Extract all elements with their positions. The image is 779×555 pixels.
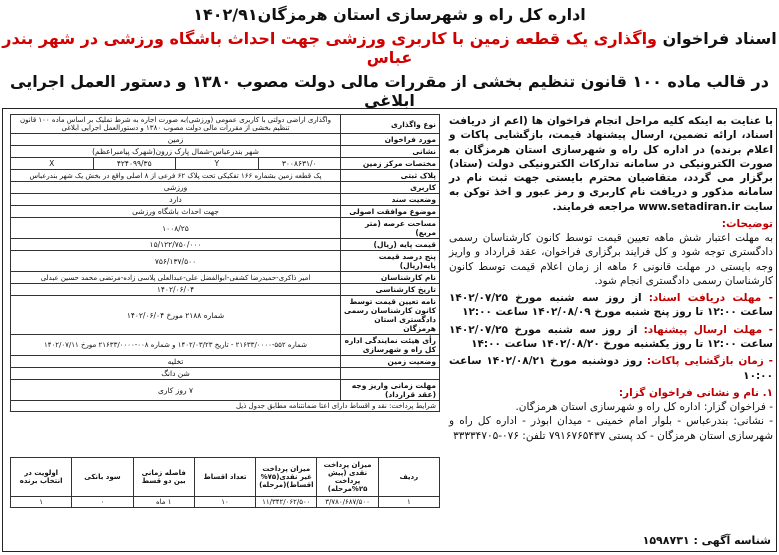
row-value: جهت احداث باشگاه ورزشی [11, 206, 341, 218]
payment-table-header [11, 458, 440, 497]
payment-header-cell: تعداد اقساط [194, 458, 255, 497]
payment-value-cell: ۱۰ [194, 497, 255, 508]
row-value: شماره ۲۱۸۸ مورخ ۱۴۰۲/۰۶/۰۴ [11, 296, 341, 335]
notes-title: توضیحات: [721, 217, 773, 230]
row-key: قیمت پایه (ریال) [341, 239, 440, 251]
header-line-2-subject: واگذاری یک قطعه زمین با کاربری ورزشی جهت احداث باشگاه ورزشی در شهر بندر عباس [2, 29, 657, 67]
coord-y-value: ۴۲۴۰۹۹/۳۵ [93, 158, 176, 170]
row-value: شرایط پرداخت: نقد و اقساط دارای اعتا ضمانتنامه مطابق جدول ذیل [11, 401, 440, 412]
notice-header [0, 0, 779, 110]
coord-x-value: ۳۰۰۸۶۳۱/۰ [258, 158, 341, 170]
payment-header-cell: اولویت در انتخاب برنده [11, 458, 72, 497]
table-row [11, 335, 440, 356]
row-key: پلاک ثبتی [341, 170, 440, 182]
row-key: مساحت عرصه (متر مربع) [341, 218, 440, 239]
row-value: ۷ روز کاری [11, 380, 341, 401]
table-row [11, 368, 440, 380]
organizer [449, 386, 773, 443]
row-value: زمین [11, 134, 341, 146]
header-line-1: اداره کل راه و شهرسازی استان هرمزگان۱۴۰۲/۹۱ [193, 5, 586, 24]
intro-paragraph [449, 114, 773, 214]
table-row [11, 251, 440, 272]
row-value: پک قطعه زمین بشماره ۱۶۶ تفکیکی تحت پلاک ۶۲ فرعی از ۸ اصلی واقع در بخش یک شهر بندرعباس [11, 170, 341, 182]
organizer-text: - فراخوان گزار: اداره کل راه و شهرسازی استان هرمزگان. [515, 401, 773, 414]
row-key-empty [341, 368, 440, 380]
row-value: دارد [11, 194, 341, 206]
payment-value-cell: ۱ [11, 497, 72, 508]
details-table [10, 114, 440, 412]
table-row [11, 206, 440, 218]
coord-y-label: Y [176, 158, 259, 170]
table-row [11, 194, 440, 206]
table-row [11, 158, 440, 170]
row-key: رأی هیئت نمایندگی اداره کل راه و شهرسازی [341, 335, 440, 356]
row-value-2: شن دانگ [11, 368, 341, 380]
row-key: نامه تعیین قیمت توسط کانون کارشناسان رسمی دادگستری استان هرمزگان [341, 296, 440, 335]
row-key: پنج درصد قیمت پایه(ریال) [341, 251, 440, 272]
table-row [11, 356, 440, 368]
row-value: ۱۴۰۲/۰۶/۰۴ [11, 284, 341, 296]
header-line-3: در قالب ماده ۱۰۰ قانون تنظیم بخشی از مقررات مالی دولت مصوب ۱۳۸۰ و دستور العمل اجرایی ابلاغی [10, 72, 769, 110]
payment-header-cell: فاصله زمانی بین دو قسط [133, 458, 194, 497]
payment-table-row [11, 497, 440, 508]
row-key: مورد فراخوان [341, 134, 440, 146]
table-row [11, 284, 440, 296]
row-key: مختصات مرکز زمین [341, 158, 440, 170]
details-table-body [11, 115, 440, 412]
row-key: نوع واگذاری [341, 115, 440, 134]
row-key: کاربری [341, 182, 440, 194]
row-key: تاریخ کارشناسی [341, 284, 440, 296]
coord-x-label: X [11, 158, 94, 170]
intro-text: با عنایت به اینکه کلیه مراحل انجام فراخوان ها (اعم از دریافت اسناد، ارائه تضمین، ارسال پیشنهاد قیمت، بازگشایی پاکات و اعلام برنده) در اداره کل راه و شهرسازی استان هرمزگان به صورت الکترونیکی در سامانه تدارکات الکترونیکی دولت (ستاد) برگزار می گردد، متقاضیان محترم بایستی جهت ثبت نام در سامانه مذکور و دریافت نام کاربری و رمز عبور و اخذ توکن به سایت [449, 115, 773, 213]
row-key: وضعیت سند [341, 194, 440, 206]
ad-code: شناسه آگهی : ۱۵۹۸۷۳۱ [642, 534, 771, 547]
notice-body [449, 114, 773, 544]
row-value: امیر ذاکری-حمیدرضا کشفی-ابوالفضل علی-عبدالعلی پلاسی زاده-مرتضی محمد حسین عبدلی [11, 272, 341, 284]
table-row [11, 218, 440, 239]
intro-end: مراجعه فرمایند. [552, 200, 635, 213]
row-value: شماره ۵۵۲-۲۱۶۳۳/۰۰۰۰ - تاریخ ۱۴۰۲/۰۳/۲۳ و شماره ۰۰۸-۲۱۶۳۳/۰۰۰۰ مورخ ۱۴۰۲/۰۷/۱۱ [11, 335, 341, 356]
table-row [11, 170, 440, 182]
opening-text: روز دوشنبه مورخ ۱۴۰۲/۰۸/۲۱ ساعت ۱۰:۰۰ [449, 355, 773, 382]
deadline-send [449, 323, 773, 352]
row-value: واگذاری اراضی دولتی با کاربری عمومی (ورزشی)به صورت اجاره به شرط تملیک بر اساس ماده ۱۰۰ قانون تنظیم بخشی از مقررات مالی دولت مصوب ۱۳۸۰ و دستورالعمل اجرایی ابلاغی [11, 115, 341, 134]
table-row [11, 296, 440, 335]
organizer-label: ۱. نام و نشانی فراخوان گزار: [618, 386, 773, 399]
payment-value-cell: ۱ [378, 497, 439, 508]
deadline-receive-label: - مهلت دریافت اسناد: [648, 292, 773, 305]
table-row [11, 401, 440, 412]
notes-text: به مهلت اعتبار شش ماهه تعیین قیمت توسط کانون کارشناسان رسمی دادگستری توجه شود و کل فرایند برگزاری فراخوان، عقد قرارداد و واریز وجه بایستی در مهلت قانونی ۶ ماهه از زمان اعلام قیمت توسط کانون کارشناسان رسمی دادگستری انجام شود. [449, 232, 773, 287]
table-row [11, 115, 440, 134]
payment-value-cell: ۱۱/۳۴۲/۰۶۲/۵۰۰ [256, 497, 317, 508]
deadline-receive [449, 291, 773, 320]
opening-time [449, 354, 773, 383]
deadline-receive-text: از روز سه شنبه مورخ ۱۴۰۲/۰۷/۲۵ ساعت ۱۲:۰۰ تا روز پنج شنبه مورخ ۱۴۰۲/۰۸/۰۹ ساعت ۱۲:۰۰ [449, 292, 773, 319]
header-line-2-prefix: اسناد فراخوان [662, 29, 777, 49]
table-row [11, 380, 440, 401]
row-key: مهلت زمانی واریز وجه (عقد قرارداد) [341, 380, 440, 401]
row-key: نام کارشناسان [341, 272, 440, 284]
table-row [11, 134, 440, 146]
row-key: نشانی [341, 146, 440, 158]
deadline-send-label: - مهلت ارسال پیشنهاد: [643, 323, 774, 336]
table-row [11, 182, 440, 194]
row-key: موضوع موافقت اصولی [341, 206, 440, 218]
payment-header-cell: سود بانکی [72, 458, 133, 497]
row-value: ۱۰۰۸/۲۵ [11, 218, 341, 239]
deadline-send-text: از روز سه شنبه مورخ ۱۴۰۲/۰۷/۲۵ ساعت ۱۲:۰۰ تا روز یکشنبه مورخ ۱۴۰۲/۰۸/۲۰ ساعت ۱۴:۰۰ [449, 323, 773, 350]
payment-value-cell: ۱ ماه [133, 497, 194, 508]
organizer-address: - نشانی: بندرعباس - بلوار امام خمینی - میدان ابوذر - اداره کل راه و شهرسازی استان هرمزگان - کد پستی ۷۹۱۶۷۶۵۴۳۷ تلفن: ۰۷۶-۳۳۳۳۴۷۰۵ [449, 415, 773, 442]
table-row [11, 272, 440, 284]
opening-label: - زمان بازگشایی پاکات: [646, 355, 773, 368]
row-key: وضعیت زمین [341, 356, 440, 368]
payment-value-cell: ۰ [72, 497, 133, 508]
row-value: ورزشی [11, 182, 341, 194]
payment-header-cell: ردیف [378, 458, 439, 497]
header-line-2 [0, 30, 779, 67]
setad-link[interactable]: www.setadiran.ir [638, 200, 741, 213]
row-value: تخلیه [11, 356, 341, 368]
payment-header-cell: میزان پرداخت نقدی (پیش پرداخت ۲۵%مرحله) [317, 458, 378, 497]
notes [449, 217, 773, 288]
row-value: شهر بندرعباس-شمال پارک زرون(شهرک پیامبراعظم) [11, 146, 341, 158]
table-row [11, 146, 440, 158]
payment-table [10, 457, 440, 508]
payment-header-cell: میزان پرداخت غیر نقدی(۷۵% اقساط)(مرحله) [256, 458, 317, 497]
row-value: ۱۵/۱۲۲/۷۵۰/۰۰۰ [11, 239, 341, 251]
row-value: ۷۵۶/۱۳۷/۵۰۰ [11, 251, 341, 272]
payment-value-cell: ۳/۷۸۰/۶۸۷/۵۰۰ [317, 497, 378, 508]
table-row [11, 239, 440, 251]
